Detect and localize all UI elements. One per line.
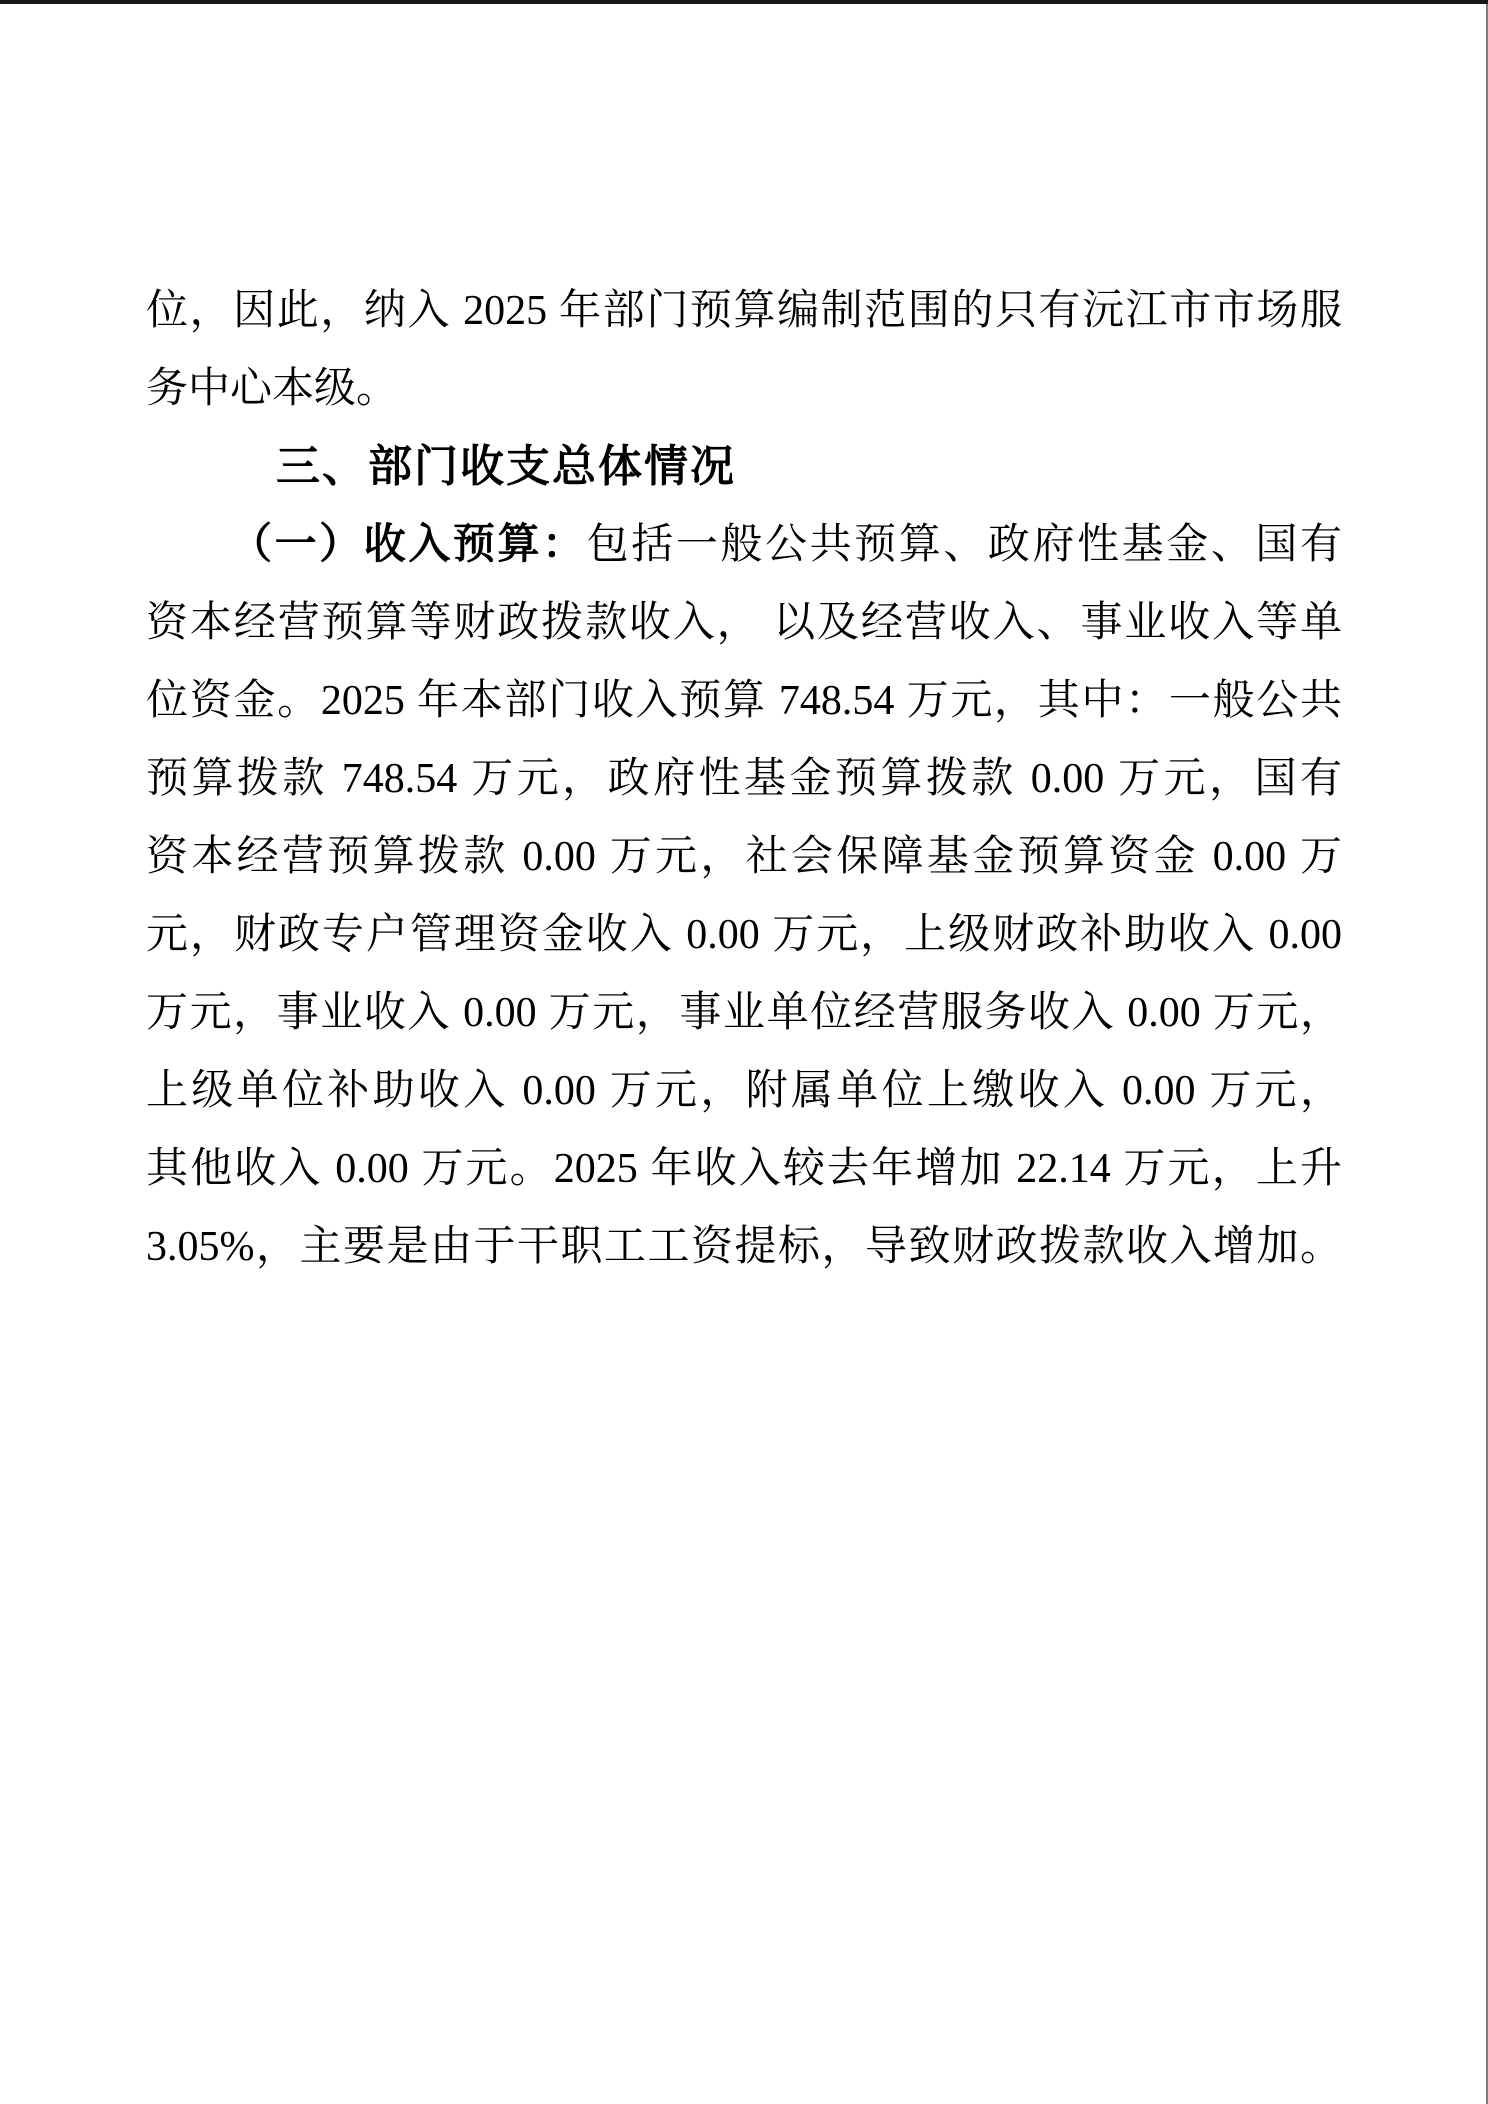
page-top-border	[0, 0, 1488, 4]
income-paragraph-line-6: 元，财政专户管理资金收入 0.00 万元，上级财政补助收入 0.00	[146, 912, 1342, 958]
income-paragraph-line-2: 资本经营预算等财政拨款收入， 以及经营收入、事业收入等单	[146, 600, 1342, 646]
document-body	[146, 272, 1342, 1286]
income-paragraph-line-1	[146, 506, 1342, 584]
intro-paragraph-line-2: 务中心本级。	[146, 366, 399, 412]
income-paragraph-line-9: 其他收入 0.00 万元。2025 年收入较去年增加 22.14 万元，上升	[146, 1146, 1342, 1192]
income-paragraph-line-3: 位资金。2025 年本部门收入预算 748.54 万元，其中：一般公共	[146, 678, 1342, 724]
income-paragraph-line-10: 3.05%，主要是由于干职工工资提标，导致财政拨款收入增加。	[146, 1224, 1342, 1270]
section-heading: 三、部门收支总体情况	[276, 442, 736, 491]
income-paragraph-lead: （一）收入预算：	[230, 522, 587, 568]
income-paragraph-line-7: 万元，事业收入 0.00 万元，事业单位经营服务收入 0.00 万元，	[146, 990, 1342, 1036]
income-paragraph-line-8: 上级单位补助收入 0.00 万元，附属单位上缴收入 0.00 万元，	[146, 1068, 1342, 1114]
intro-paragraph-line-1: 位，因此，纳入 2025 年部门预算编制范围的只有沅江市市场服	[146, 288, 1342, 334]
income-paragraph-line-5: 资本经营预算拨款 0.00 万元，社会保障基金预算资金 0.00 万	[146, 834, 1342, 880]
income-paragraph-line-1-rest: 包括一般公共预算、政府性基金、国有	[586, 522, 1342, 568]
income-paragraph-line-4: 预算拨款 748.54 万元，政府性基金预算拨款 0.00 万元，国有	[146, 756, 1342, 802]
